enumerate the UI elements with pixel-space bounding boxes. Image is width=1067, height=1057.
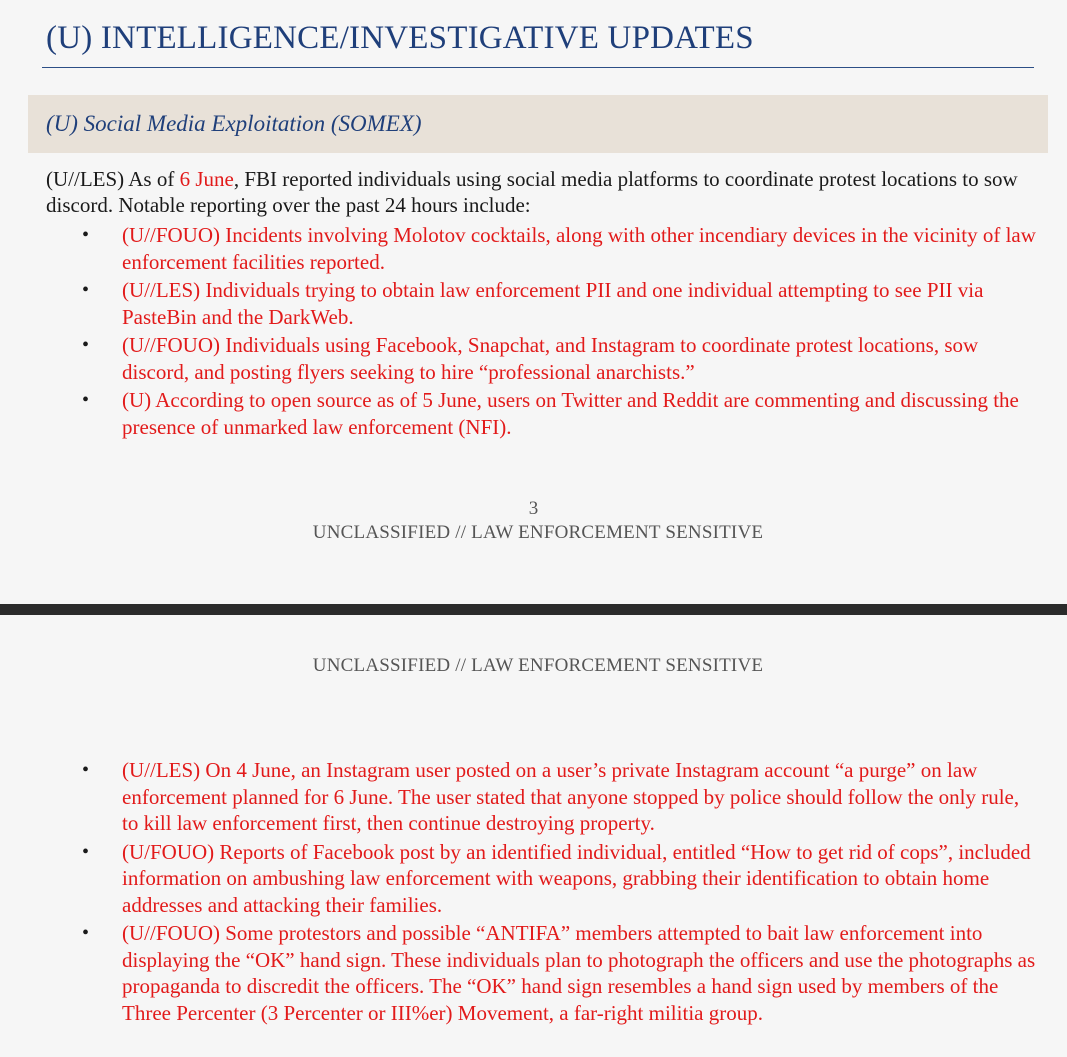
footer-classification: UNCLASSIFIED // LAW ENFORCEMENT SENSITIVE: [312, 522, 764, 543]
intro-date: 6 June: [179, 167, 234, 191]
intro-paragraph: [46, 166, 1036, 218]
section-title: (U) INTELLIGENCE/INVESTIGATIVE UPDATES: [46, 20, 754, 56]
bullet-icon: •: [82, 759, 90, 781]
subheading: (U) Social Media Exploitation (SOMEX): [46, 111, 422, 136]
subheading-banner: [28, 95, 1048, 153]
bullet-icon: •: [82, 389, 90, 411]
intro-prefix: (U//LES) As of: [46, 167, 180, 191]
bullet-icon: •: [82, 224, 90, 246]
list-item: [78, 277, 1038, 330]
page-divider: [0, 604, 1067, 615]
header-classification: UNCLASSIFIED // LAW ENFORCEMENT SENSITIVE: [312, 655, 764, 676]
bullet-list-page-3: [78, 222, 1038, 442]
intro-suffix: , FBI reported individuals using social media platforms to coordinate protest locations to sow discord. Notable reporting over the past 24 hours include:: [46, 167, 1018, 217]
list-item: [78, 222, 1038, 275]
list-item-text: (U) According to open source as of 5 June, users on Twitter and Reddit are commenting and discussing the presence of unmarked law enforcement (NFI).: [122, 388, 1019, 439]
list-item: [78, 757, 1038, 837]
bullet-icon: •: [82, 840, 90, 863]
bullet-list-page-4: [78, 757, 1038, 1028]
list-item-text: (U/FOUO) Reports of Facebook post by an identified individual, entitled “How to get rid of cops”, included information on ambushing law enforcement with weapons, grabbing their identification to obtain home addresses and attacking their families.: [122, 839, 1031, 917]
list-item-text: (U//LES) On 4 June, an Instagram user posted on a user’s private Instagram account “a purge” on law enforcement planned for 6 June. The user stated that anyone stopped by police should follow the only rule, to kill law enforcement first, then continue destroying property.: [122, 758, 1020, 835]
list-item-text: (U//FOUO) Individuals using Facebook, Snapchat, and Instagram to coordinate protest locations, sow discord, and posting flyers seeking to hire “professional anarchists.”: [122, 333, 979, 384]
page-number: 3: [528, 498, 539, 519]
list-item: [78, 839, 1038, 919]
list-item: [78, 920, 1038, 1026]
list-item: [78, 387, 1038, 440]
list-item: [78, 332, 1038, 385]
list-item-text: (U//FOUO) Incidents involving Molotov cocktails, along with other incendiary devices in the vicinity of law enforcement facilities reported.: [122, 223, 1036, 274]
bullet-icon: •: [82, 334, 90, 356]
bullet-icon: •: [82, 922, 90, 944]
bullet-icon: •: [82, 279, 90, 301]
title-rule: [42, 67, 1034, 68]
list-item-text: (U//LES) Individuals trying to obtain law enforcement PII and one individual attempting to see PII via PasteBin and the DarkWeb.: [122, 278, 984, 329]
list-item-text: (U//FOUO) Some protestors and possible “ANTIFA” members attempted to bait law enforcement into displaying the “OK” hand sign. These individuals plan to photograph the officers and use the photographs as propaganda to discredit the officers. The “OK” hand sign resembles a hand sign used by members of the Three Percenter (3 Percenter or III%er) Movement, a far-right militia group.: [122, 921, 1036, 1025]
